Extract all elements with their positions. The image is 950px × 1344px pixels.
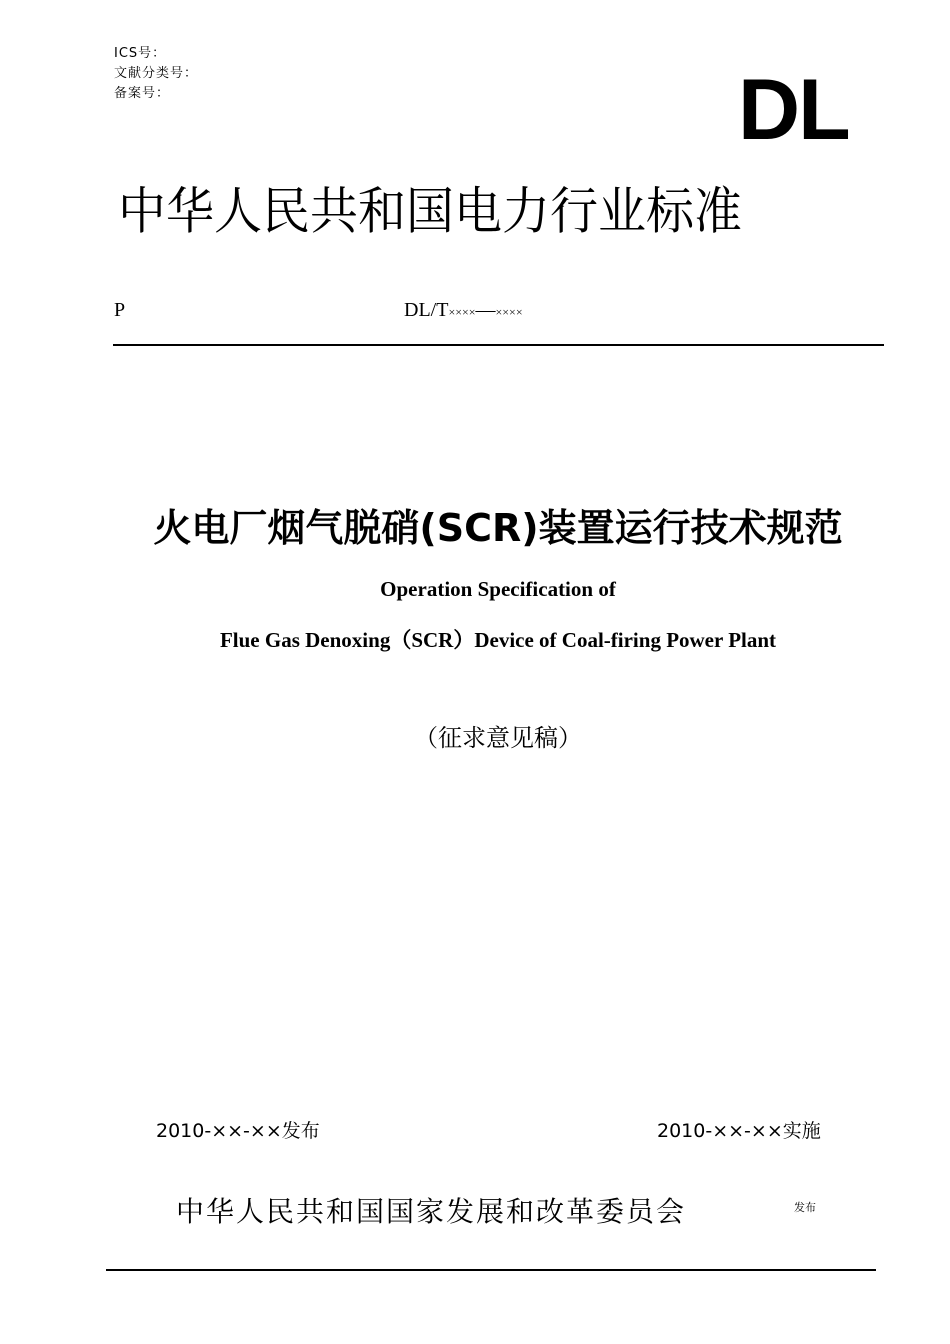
standard-number-seq: ××××	[448, 305, 476, 319]
top-divider	[113, 344, 884, 346]
standard-number-dash: —	[475, 299, 496, 321]
standard-number-prefix: DL/T	[404, 299, 449, 321]
dl-logo: DL	[738, 62, 849, 158]
bottom-divider	[106, 1269, 876, 1271]
draft-status-label: （征求意见稿）	[414, 724, 582, 752]
issuing-authority: 中华人民共和国国家发展和改革委员会	[176, 1195, 687, 1228]
standard-number	[404, 298, 523, 324]
org-title: 中华人民共和国电力行业标准	[118, 182, 743, 242]
document-title-english-line2: Flue Gas Denoxing（SCR）Device of Coal-firing Power Plant	[219, 628, 777, 652]
record-number-label: 备案号：	[114, 86, 171, 101]
standard-number-year: ××××	[495, 305, 523, 319]
publish-date: 2010-××-××发布	[156, 1120, 320, 1142]
issuing-authority-suffix: 发布	[794, 1201, 816, 1214]
effective-date: 2010-××-××实施	[657, 1120, 821, 1142]
document-title-chinese: 火电厂烟气脱硝(SCR)装置运行技术规范	[153, 506, 843, 550]
document-classification-label: 文献分类号：	[114, 66, 199, 81]
document-title-english-line1: Operation Specification of	[380, 577, 616, 601]
classification-code: P	[114, 299, 126, 321]
ics-number-label: ICS号：	[114, 46, 167, 61]
org-title-container	[118, 168, 888, 248]
